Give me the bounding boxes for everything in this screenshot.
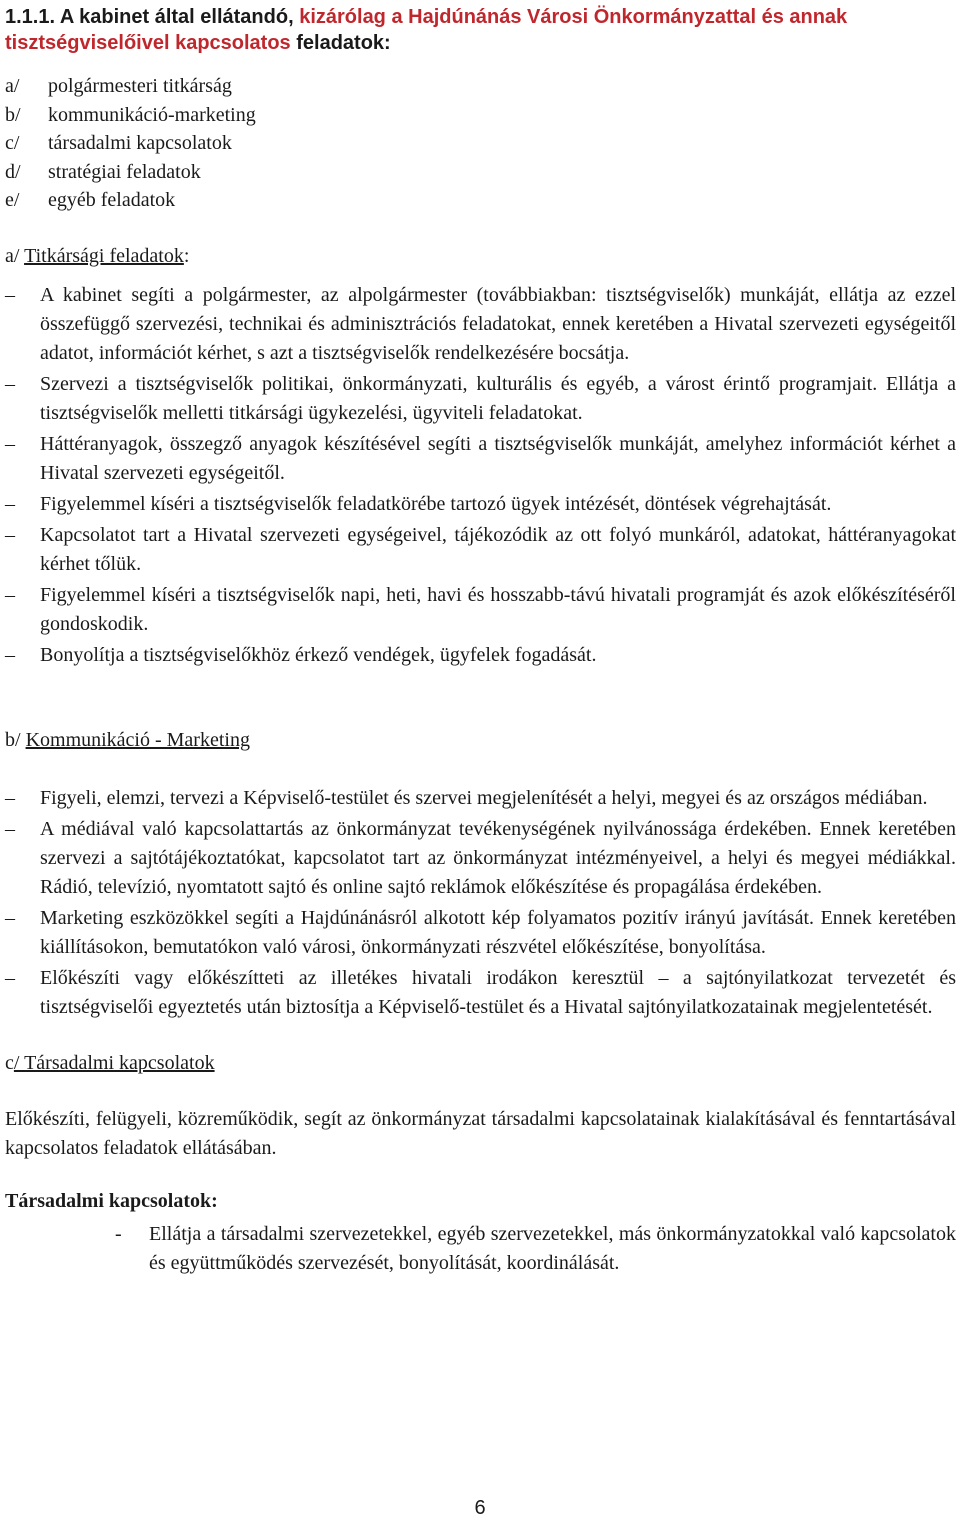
page-number: 6: [474, 1497, 486, 1519]
dash-icon: –: [5, 817, 15, 840]
section-c-paragraph: Előkészíti, felügyeli, közreműködik, segít az önkormányzat társadalmi kapcsolatainak kialakításával és fenntartásával kapcsolatos feladatok ellátásában.: [5, 1107, 956, 1159]
list-item: b/ kommunikáció-marketing: [5, 103, 256, 126]
bullet-item: – A kabinet segíti a polgármester, az alpolgármester (továbbiakban: tisztségviselők) munkáját, ellátja az ezzel összefüggő szervezési, technikai és adminisztrációs feladatokat, ennek keretében a Hivatal szervezeti egységeitől adatot, információt kérhet, s azt a tisztségviselők rendelkezésére bocsátja.: [5, 281, 956, 368]
dash-icon: –: [5, 492, 15, 515]
document-page: [5, 4, 956, 1278]
section-c-subheading: Társadalmi kapcsolatok:: [5, 1189, 218, 1212]
section-a-title-link: Titkársági feladatok: [24, 244, 184, 267]
dash-icon: –: [5, 372, 15, 395]
section-b-bullets: [5, 784, 956, 1022]
dash-icon: –: [5, 583, 15, 606]
bullet-item: – Háttéranyagok, összegző anyagok készítésével segíti a tisztségviselők munkáját, amelyhez információt kérhet a Hivatal szervezeti egységeitől.: [5, 430, 956, 488]
hyphen-icon: -: [115, 1222, 122, 1245]
dash-icon: –: [5, 643, 15, 666]
heading-text: A kabinet által ellátandó,: [59, 6, 294, 28]
section-c-title: c/ Társadalmi kapcsolatok: [5, 1051, 215, 1074]
bullet-item: – Kapcsolatot tart a Hivatal szervezeti egységeivel, tájékozódik az ott folyó munkáról, adatokat, háttéranyagokat kérhet tőlük.: [5, 521, 956, 579]
bullet-item: – Szervezi a tisztségviselők politikai, önkormányzati, kulturális és egyéb, a várost érintő programjait. Ellátja a tisztségviselők melletti titkársági ügykezelési, ügyviteli feladatokat.: [5, 370, 956, 428]
dash-icon: –: [5, 786, 15, 809]
task-list: [5, 72, 956, 215]
section-heading: [5, 4, 956, 56]
list-item: d/ stratégiai feladatok: [5, 160, 201, 183]
section-a-title: a/ Titkársági feladatok:: [5, 244, 190, 267]
bullet-item: – Előkészíti vagy előkészítteti az illetékes hivatali irodákon keresztül – a sajtónyilatkozat tervezetét és tisztségviselői egyeztetés után biztosítja a Képviselő-testület és a Hivatal sajtónyilatkozatainak megjelentetését.: [5, 964, 956, 1022]
bullet-item: – Marketing eszközökkel segíti a Hajdúnánásról alkotott kép folyamatos pozitív irányú javítását. Ennek keretében kiállításokon, bemutatókon való városi, önkormányzati részvétel előkészítése, bonyolítása.: [5, 904, 956, 962]
dash-icon: –: [5, 966, 15, 989]
bullet-item: – Bonyolítja a tisztségviselőkhöz érkező vendégek, ügyfelek fogadását.: [5, 641, 956, 670]
list-item: e/ egyéb feladatok: [5, 189, 176, 211]
section-c-items: [5, 1220, 956, 1278]
list-item: a/ polgármesteri titkárság: [5, 75, 232, 97]
heading-highlight: kizárólag a Hajdúnánás Városi Önkormányzattal és annak tisztségviselőivel kapcsolatos: [5, 6, 848, 54]
dash-icon: –: [5, 283, 15, 306]
heading-number: 1.1.1.: [5, 6, 56, 28]
section-a-bullets: [5, 281, 956, 670]
bullet-item: – Figyelemmel kíséri a tisztségviselők napi, heti, havi és hosszabb-távú hivatali programját és azok előkészítéséről gondoskodik.: [5, 581, 956, 639]
dash-icon: –: [5, 523, 15, 546]
dash-icon: –: [5, 432, 15, 455]
list-item: - Ellátja a társadalmi szervezetekkel, egyéb szervezetekkel, más önkormányzatokkal való kapcsolatok és együttműködés szervezését, bonyolítását, koordinálását.: [5, 1220, 956, 1278]
heading-suffix: feladatok:: [296, 32, 391, 54]
bullet-item: – Figyelemmel kíséri a tisztségviselők feladatkörébe tartozó ügyek intézését, döntések végrehajtását.: [5, 490, 956, 519]
section-c-title-link: / Társadalmi kapcsolatok: [13, 1051, 215, 1074]
dash-icon: –: [5, 906, 15, 929]
list-item: c/ társadalmi kapcsolatok: [5, 132, 232, 154]
section-b-title: b/ Kommunikáció - Marketing: [5, 728, 250, 751]
section-b-title-link: Kommunikáció - Marketing: [25, 728, 250, 751]
bullet-item: – Figyeli, elemzi, tervezi a Képviselő-testület és szervei megjelenítését a helyi, megyei és az országos médiában.: [5, 784, 956, 813]
bullet-item: – A médiával való kapcsolattartás az önkormányzat tevékenységének nyilvánossága érdekében. Ennek keretében szervezi a sajtótájékoztatókat, kapcsolatot tart az önkormányzat intézményeivel, a helyi és megyei médiákkal. Rádió, televízió, nyomtatott sajtó és online sajtó reklámok előkészítése és propagálása érdekében.: [5, 815, 956, 902]
